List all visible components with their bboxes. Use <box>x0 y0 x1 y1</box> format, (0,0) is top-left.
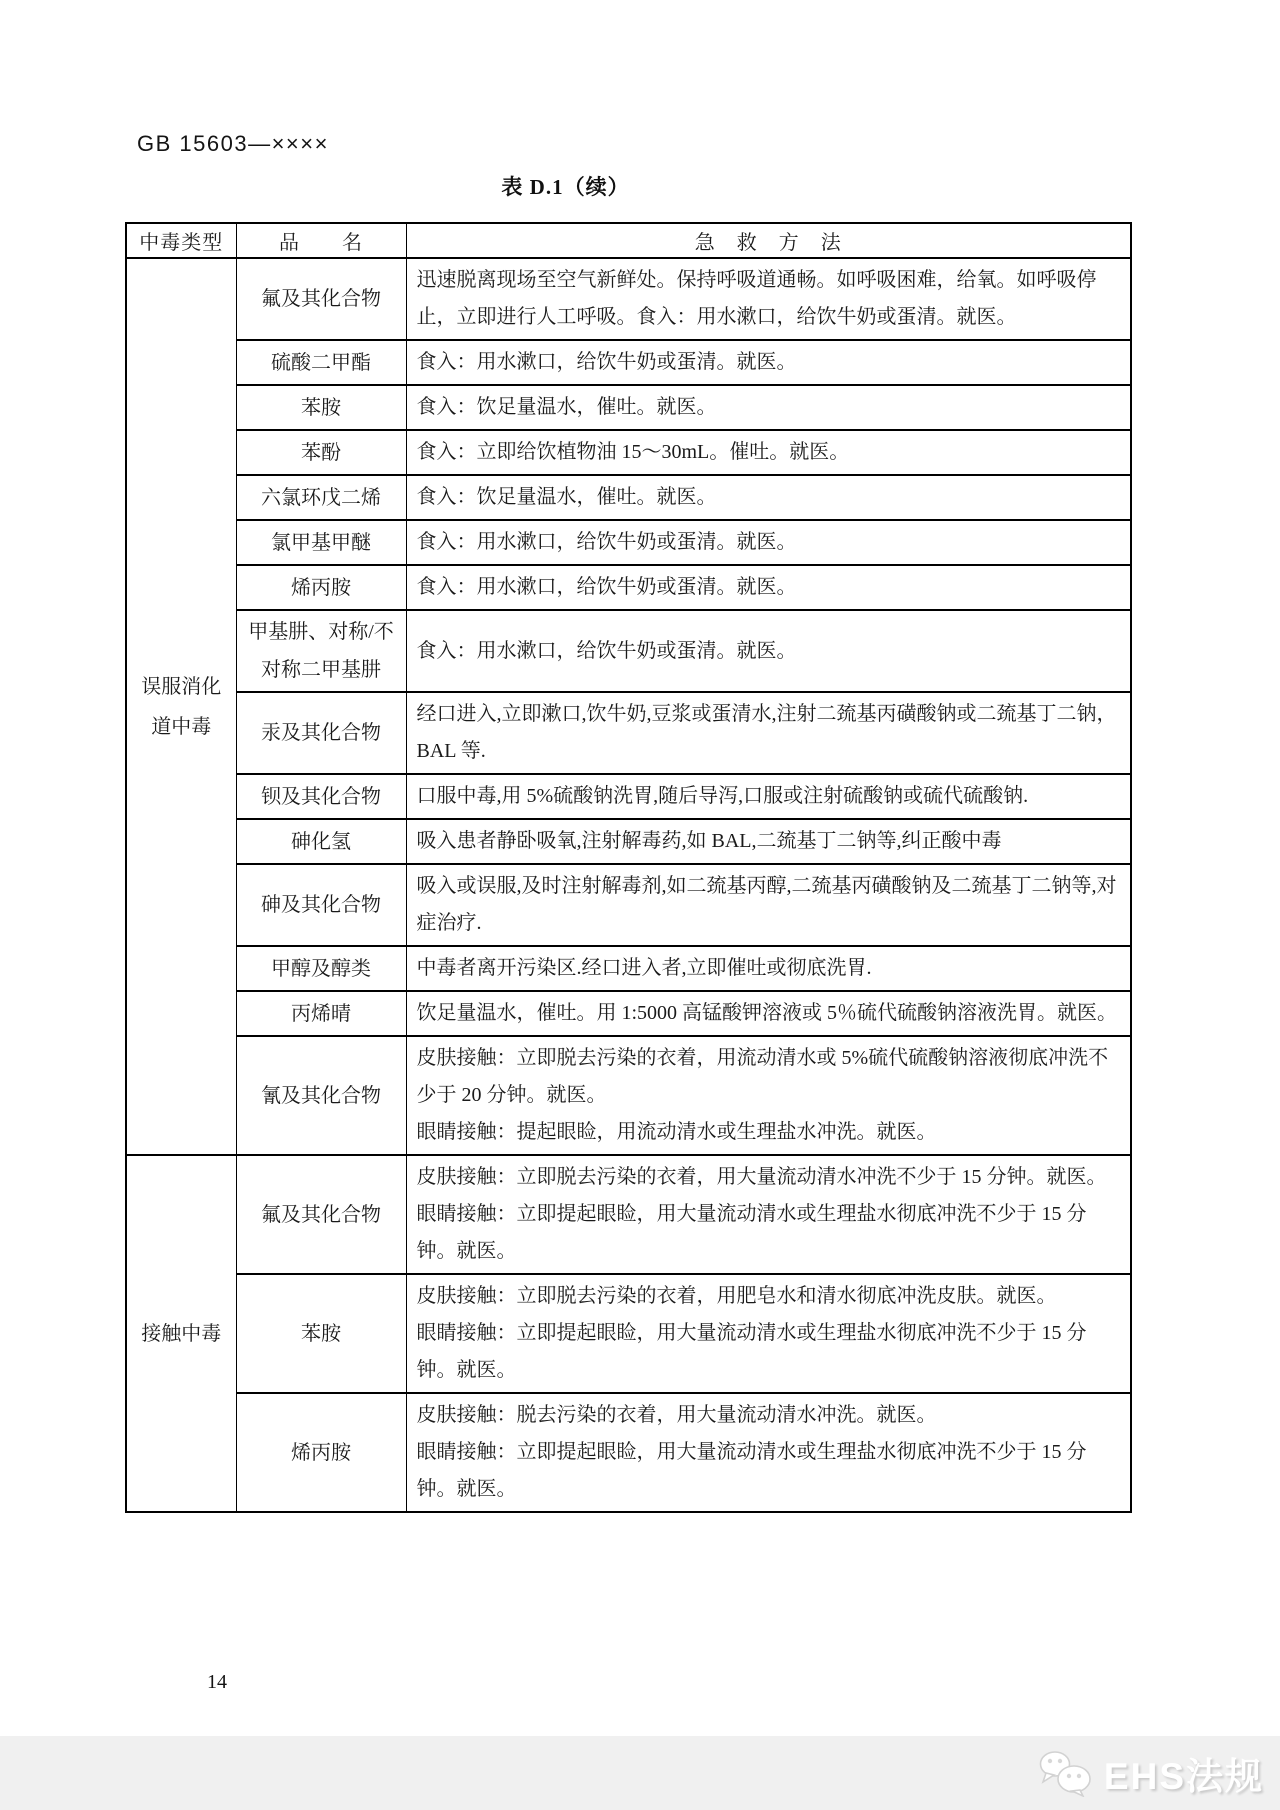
product-name-cell: 烯丙胺 <box>236 565 406 610</box>
wechat-bubbles-icon <box>1036 1749 1094 1797</box>
table-row <box>126 258 1131 340</box>
aid-paragraph: 食入：用水漱口，给饮牛奶或蛋清。就医。 <box>416 639 797 662</box>
table-row <box>126 565 1131 610</box>
aid-paragraph: 眼睛接触：提起眼睑，用流动清水或生理盐水冲洗。就医。 <box>416 1121 937 1143</box>
table-header-row <box>126 223 1131 258</box>
first-aid-cell <box>406 340 1131 385</box>
table-row <box>126 475 1131 520</box>
aid-paragraph: 食入：饮足量温水，催吐。就医。 <box>416 486 717 508</box>
col-header-poison-type: 中毒类型 <box>126 223 236 258</box>
product-name-cell: 氟及其化合物 <box>236 258 406 340</box>
first-aid-cell <box>406 258 1131 340</box>
first-aid-cell <box>406 991 1131 1036</box>
page-number: 14 <box>207 1671 227 1693</box>
first-aid-cell <box>406 1393 1131 1512</box>
product-name-cell: 硫酸二甲酯 <box>236 340 406 385</box>
aid-paragraph: 食入：立即给饮植物油 15～30mL。催吐。就医。 <box>416 441 850 463</box>
first-aid-cell <box>406 430 1131 475</box>
first-aid-cell <box>406 385 1131 430</box>
table-row <box>126 340 1131 385</box>
table-row <box>126 1155 1131 1274</box>
product-name-cell: 甲基肼、对称/不对称二甲基肼 <box>236 610 406 692</box>
first-aid-cell <box>406 946 1131 991</box>
col-header-first-aid: 急 救 方 法 <box>406 223 1131 258</box>
table-row <box>126 610 1131 692</box>
product-name-cell: 砷及其化合物 <box>236 864 406 946</box>
table-row <box>126 991 1131 1036</box>
first-aid-cell <box>406 819 1131 864</box>
table-row <box>126 1274 1131 1393</box>
aid-paragraph: 皮肤接触：立即脱去污染的衣着，用流动清水或 5%硫代硫酸钠溶液彻底冲洗不少于 20 分钟。就医。 <box>416 1047 1109 1106</box>
table-row <box>126 946 1131 991</box>
first-aid-cell <box>406 565 1131 610</box>
first-aid-cell <box>406 1155 1131 1274</box>
aid-paragraph: 食入：用水漱口，给饮牛奶或蛋清。就医。 <box>416 576 797 598</box>
product-name-cell: 汞及其化合物 <box>236 692 406 774</box>
product-name-cell: 砷化氢 <box>236 819 406 864</box>
table-title: 表 D.1（续） <box>501 175 630 199</box>
table-row <box>126 385 1131 430</box>
product-name-cell: 氟及其化合物 <box>236 1155 406 1274</box>
aid-paragraph: 经口进入,立即漱口,饮牛奶,豆浆或蛋清水,注射二巯基丙磺酸钠或二巯基丁二钠，BAL 等. <box>416 703 1117 762</box>
aid-paragraph: 迅速脱离现场至空气新鲜处。保持呼吸道通畅。如呼吸困难，给氧。如呼吸停止，立即进行人工呼吸。食入：用水漱口，给饮牛奶或蛋清。就医。 <box>416 269 1097 328</box>
aid-paragraph: 皮肤接触：立即脱去污染的衣着，用肥皂水和清水彻底冲洗皮肤。就医。 <box>416 1285 1057 1307</box>
doc-code: GB 15603—×××× <box>137 131 329 156</box>
aid-paragraph: 中毒者离开污染区.经口进入者,立即催吐或彻底洗胃. <box>416 957 872 979</box>
aid-paragraph: 皮肤接触：立即脱去污染的衣着，用大量流动清水冲洗不少于 15 分钟。就医。 <box>416 1166 1107 1188</box>
col-header-product-name: 品 名 <box>236 223 406 258</box>
product-name-cell: 烯丙胺 <box>236 1393 406 1512</box>
table-row <box>126 1393 1131 1512</box>
first-aid-cell <box>406 864 1131 946</box>
product-name-cell: 苯胺 <box>236 385 406 430</box>
first-aid-cell <box>406 610 1131 692</box>
aid-paragraph: 食入：饮足量温水，催吐。就医。 <box>416 396 717 418</box>
product-name-cell: 丙烯晴 <box>236 991 406 1036</box>
aid-paragraph: 食入：用水漱口，给饮牛奶或蛋清。就医。 <box>416 531 797 553</box>
first-aid-cell <box>406 774 1131 819</box>
first-aid-table <box>125 222 1132 1513</box>
poison-type-cell: 接触中毒 <box>126 1155 236 1512</box>
aid-paragraph: 口服中毒,用 5%硫酸钠洗胃,随后导泻,口服或注射硫酸钠或硫代硫酸钠. <box>416 785 1029 807</box>
watermark-band <box>0 1736 1280 1810</box>
product-name-cell: 钡及其化合物 <box>236 774 406 819</box>
table-row <box>126 774 1131 819</box>
poison-type-cell: 误服消化道中毒 <box>126 258 236 1155</box>
aid-paragraph: 眼睛接触：立即提起眼睑，用大量流动清水或生理盐水彻底冲洗不少于 15 分钟。就医。 <box>416 1322 1087 1381</box>
aid-paragraph: 眼睛接触：立即提起眼睑，用大量流动清水或生理盐水彻底冲洗不少于 15 分钟。就医。 <box>416 1203 1087 1262</box>
first-aid-cell <box>406 475 1131 520</box>
product-name-cell: 氰及其化合物 <box>236 1036 406 1155</box>
aid-paragraph: 吸入患者静卧吸氧,注射解毒药,如 BAL,二巯基丁二钠等,纠正酸中毒 <box>416 830 1002 852</box>
aid-paragraph: 眼睛接触：立即提起眼睑，用大量流动清水或生理盐水彻底冲洗不少于 15 分钟。就医。 <box>416 1441 1087 1500</box>
first-aid-cell <box>406 1274 1131 1393</box>
aid-paragraph: 食入：用水漱口，给饮牛奶或蛋清。就医。 <box>416 351 797 373</box>
table-row <box>126 819 1131 864</box>
table-row <box>126 520 1131 565</box>
table-row <box>126 430 1131 475</box>
aid-paragraph: 皮肤接触：脱去污染的衣着，用大量流动清水冲洗。就医。 <box>416 1404 937 1426</box>
aid-paragraph: 吸入或误服,及时注射解毒剂,如二巯基丙醇,二巯基丙磺酸钠及二巯基丁二钠等,对症治疗. <box>416 875 1117 934</box>
product-name-cell: 六氯环戊二烯 <box>236 475 406 520</box>
aid-paragraph: 饮足量温水，催吐。用 1:5000 高锰酸钾溶液或 5％硫代硫酸钠溶液洗胃。就医。 <box>416 1002 1118 1024</box>
table-row <box>126 864 1131 946</box>
first-aid-cell <box>406 1036 1131 1155</box>
table-row <box>126 1036 1131 1155</box>
table-row <box>126 692 1131 774</box>
product-name-cell: 甲醇及醇类 <box>236 946 406 991</box>
watermark-text: EHS法规 <box>1103 1756 1264 1797</box>
product-name-cell: 苯胺 <box>236 1274 406 1393</box>
first-aid-cell <box>406 520 1131 565</box>
product-name-cell: 苯酚 <box>236 430 406 475</box>
product-name-cell: 氯甲基甲醚 <box>236 520 406 565</box>
first-aid-cell <box>406 692 1131 774</box>
